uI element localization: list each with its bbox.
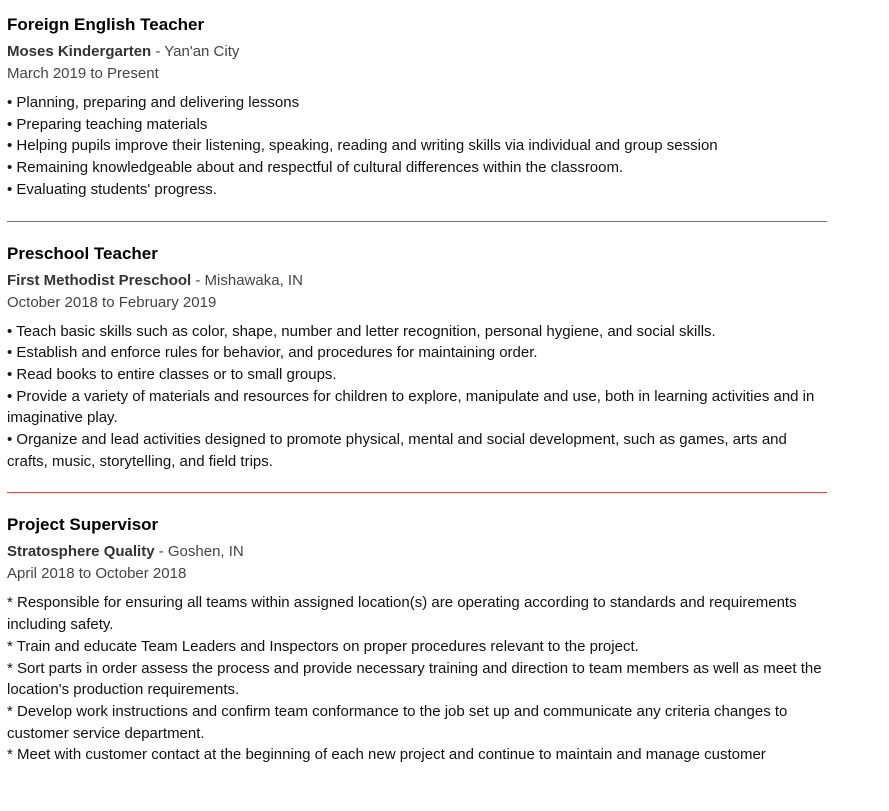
job-entry — [7, 13, 827, 201]
job-title: Project Supervisor — [7, 515, 159, 535]
duties-list — [7, 92, 827, 201]
employer-name: Moses Kindergarten — [7, 43, 152, 60]
job-entry — [7, 242, 827, 473]
duty-item: * Sort parts in order assess the process and provide necessary training and direction to team members as well as meet the location's production requirements. — [7, 659, 822, 699]
duty-item: • Provide a variety of materials and resources for children to explore, manipulate and use, both in learning activities and in imaginative play. — [7, 387, 815, 427]
employer-line — [7, 270, 827, 292]
duty-item: * Meet with customer contact at the beginning of each new project and continue to maintain and manage customer — [7, 746, 766, 764]
employer-name: First Methodist Preschool — [7, 271, 192, 289]
duty-item: • Establish and enforce rules for behavior, and procedures for maintaining order. — [7, 344, 538, 362]
duties-list — [7, 592, 827, 766]
section-divider — [7, 492, 827, 493]
duty-item: • Evaluating students' progress. — [7, 180, 217, 198]
job-dates: April 2018 to October 2018 — [7, 565, 187, 583]
duty-item: • Remaining knowledgeable about and respectful of cultural differences within the classroom. — [7, 159, 624, 177]
duty-item: * Develop work instructions and confirm team conformance to the job set up and communicate any criteria changes to customer service department. — [7, 702, 788, 742]
duty-item: • Teach basic skills such as color, shape, number and letter recognition, personal hygiene, and social skills. — [7, 322, 716, 340]
duty-item: • Planning, preparing and delivering lessons — [7, 94, 300, 111]
job-title: Preschool Teacher — [7, 243, 158, 263]
section-divider — [7, 221, 827, 222]
job-dates: October 2018 to February 2019 — [7, 293, 217, 311]
employer-location: - Goshen, IN — [154, 543, 244, 561]
duty-item: • Preparing teaching materials — [7, 115, 208, 133]
duty-item: • Read books to entire classes or to small groups. — [7, 365, 337, 383]
duty-item: • Helping pupils improve their listening, speaking, reading and writing skills via individual and group session — [7, 137, 718, 155]
employer-location: - Mishawaka, IN — [191, 271, 303, 289]
job-title: Foreign English Teacher — [7, 15, 205, 34]
employer-location: - Yan'an City — [151, 43, 240, 60]
duties-list — [7, 321, 827, 473]
job-dates: March 2019 to Present — [7, 65, 159, 82]
job-entry — [7, 513, 827, 766]
employer-line — [7, 41, 827, 63]
duty-item: * Responsible for ensuring all teams within assigned location(s) are operating according to standards and requirements including safety. — [7, 594, 797, 634]
duty-item: * Train and educate Team Leaders and Inspectors on proper procedures relevant to the project. — [7, 637, 639, 655]
employer-line — [7, 541, 827, 563]
duty-item: • Organize and lead activities designed to promote physical, mental and social development, such as games, arts and crafts, music, storytelling, and field trips. — [7, 431, 787, 470]
employer-name: Stratosphere Quality — [7, 543, 155, 561]
